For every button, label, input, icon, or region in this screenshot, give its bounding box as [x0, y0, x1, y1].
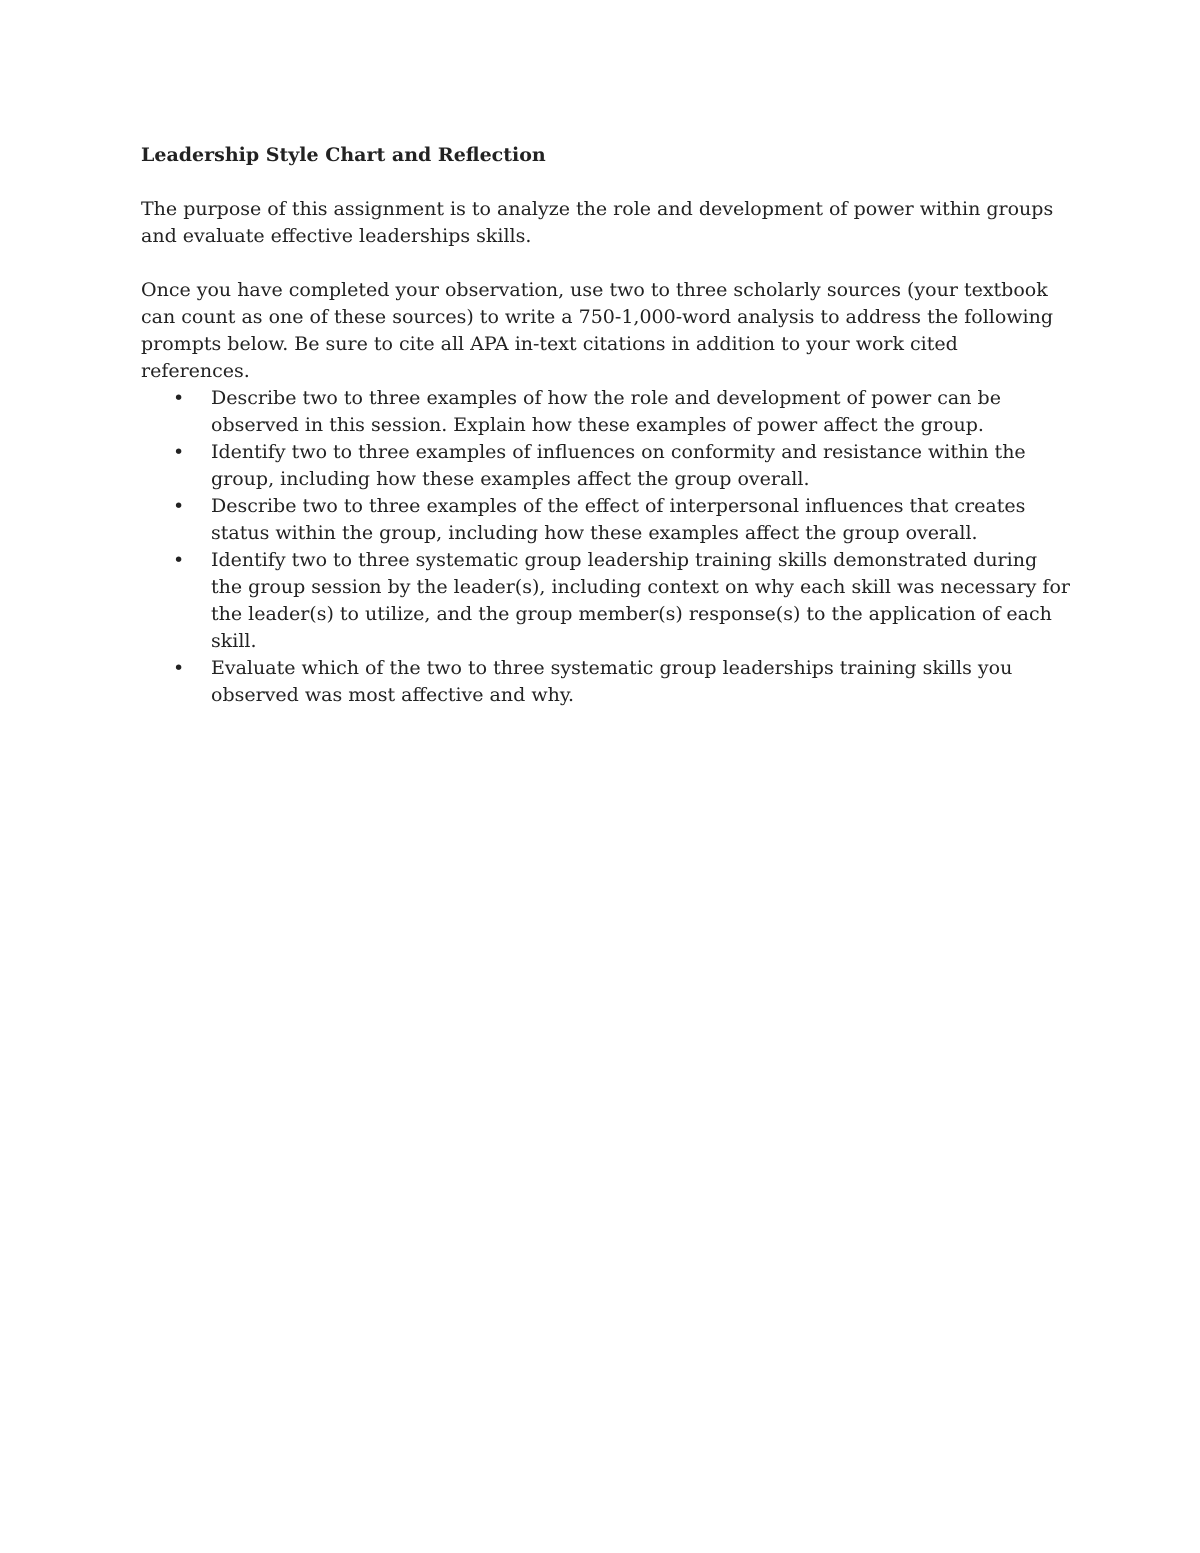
instructions-paragraph: Once you have completed your observation, use two to three scholarly sources (your textbook can count as one of these sources) to write a 750-1,000-word analysis to address the following prompts below. Be sure to cite all APA in-text citations in addition to your work cited references.	[141, 279, 1054, 382]
bullet-icon: •	[173, 657, 185, 679]
list-item-text: Identify two to three examples of influences on conformity and resistance within the group, including how these examples affect the group overall.	[211, 441, 1026, 490]
bullet-icon: •	[173, 387, 185, 409]
document-title: Leadership Style Chart and Reflection	[141, 144, 546, 166]
list-item	[141, 493, 1071, 547]
list-item	[141, 655, 1071, 709]
list-item-text: Describe two to three examples of how the role and development of power can be observed in this session. Explain how these examples of power affect the group.	[211, 387, 1001, 436]
list-item-text: Evaluate which of the two to three systematic group leaderships training skills you observed was most affective and why.	[211, 657, 1013, 706]
prompt-list	[141, 385, 1071, 709]
document-content	[141, 142, 1071, 709]
bullet-icon: •	[173, 441, 185, 463]
list-item	[141, 439, 1071, 493]
list-item-text: Identify two to three systematic group leadership training skills demonstrated during the group session by the leader(s), including context on why each skill was necessary for the leader(s) to utilize, and the group member(s) response(s) to the application of each skill.	[211, 549, 1070, 652]
list-item	[141, 385, 1071, 439]
bullet-icon: •	[173, 549, 185, 571]
list-item	[141, 547, 1071, 655]
list-item-text: Describe two to three examples of the effect of interpersonal influences that creates status within the group, including how these examples affect the group overall.	[211, 495, 1026, 544]
bullet-icon: •	[173, 495, 185, 517]
purpose-paragraph: The purpose of this assignment is to analyze the role and development of power within groups and evaluate effective leaderships skills.	[141, 198, 1054, 247]
